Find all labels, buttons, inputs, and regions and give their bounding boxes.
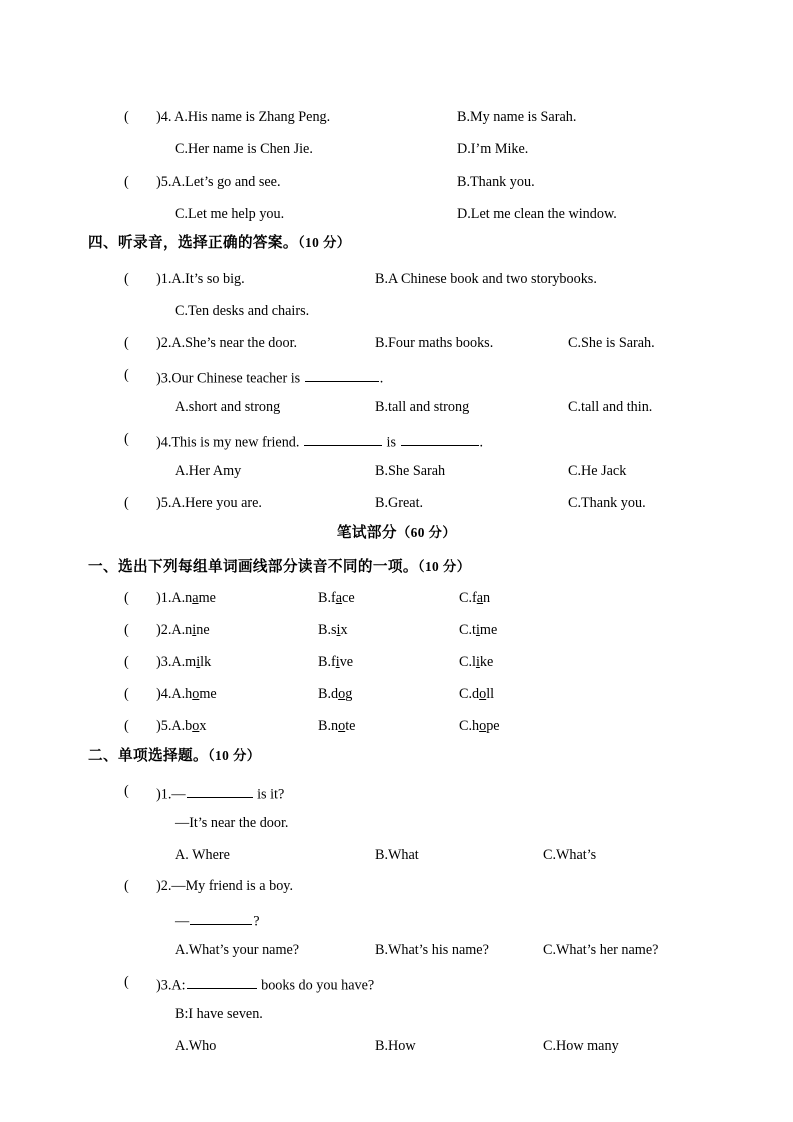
option-a-label: A.n [171, 590, 193, 606]
option-c[interactable]: C.He Jack [568, 463, 627, 479]
stem-text: —My friend is a boy. [171, 878, 294, 894]
option-d[interactable]: D.I’m Mike. [457, 141, 529, 157]
underlined-letter: i [336, 622, 341, 638]
option-b-tail: te [345, 718, 356, 734]
option-c[interactable]: C.How many [543, 1038, 619, 1054]
written-part-title-text: 笔试部分 [336, 524, 397, 541]
item-number: )3. [156, 370, 172, 387]
underlined-letter: i [335, 654, 340, 670]
stem-text-end: is it? [253, 786, 285, 803]
option-a-label: A.h [171, 686, 193, 702]
item-number: )2. [156, 622, 172, 638]
option-c-tail: ll [486, 686, 495, 702]
underlined-letter: o [479, 686, 487, 702]
option-c[interactable]: C.What’s [543, 847, 597, 863]
answer-bracket[interactable]: ( [124, 271, 151, 287]
question-stem [156, 719, 206, 733]
option-b-label: B.s [318, 622, 337, 638]
option-c[interactable]: C.Let me help you. [175, 206, 285, 222]
option-a[interactable] [171, 718, 206, 734]
option-b[interactable] [318, 719, 355, 733]
underlined-letter: a [476, 590, 484, 606]
section-score: （10 分） [417, 559, 471, 574]
stem-text-end: books do you have? [257, 977, 375, 994]
item-number: )5. [156, 718, 172, 734]
fill-blank[interactable] [305, 368, 379, 382]
answer-bracket[interactable]: ( [124, 783, 151, 799]
section-heading-text: 二、单项选择题。 [88, 747, 208, 764]
option-b[interactable] [318, 655, 353, 669]
underlined-letter: i [475, 622, 480, 638]
option-a-label: A.m [171, 654, 197, 670]
item-number: )3. [156, 977, 172, 994]
option-b[interactable]: B.My name is Sarah. [457, 109, 577, 125]
option-a[interactable]: A.Who [175, 1038, 217, 1054]
option-c-tail: ke [479, 654, 494, 670]
item-number: )2. [156, 878, 172, 894]
option-a[interactable]: A.His name is Zhang Peng. [174, 109, 331, 125]
option-c[interactable] [459, 655, 493, 669]
underlined-letter: o [479, 718, 487, 734]
stem-text: This is my new friend. [171, 434, 303, 451]
question-stem [156, 655, 211, 669]
written-part-title [0, 526, 793, 541]
answer-bracket[interactable]: ( [124, 974, 151, 990]
option-c-label: C.d [459, 686, 480, 702]
option-b-label: B.d [318, 686, 339, 702]
option-c-label: C.f [459, 590, 477, 606]
underlined-letter: i [196, 654, 201, 670]
dash: — [175, 913, 190, 930]
option-a[interactable] [171, 622, 209, 638]
fill-blank[interactable] [401, 432, 479, 446]
option-b-label: B.f [318, 590, 336, 606]
item-number: )1. [156, 271, 172, 287]
option-b[interactable]: B.She Sarah [375, 463, 446, 479]
underlined-letter: a [335, 590, 343, 606]
item-number: )1. [156, 786, 172, 803]
item-number: )4. [156, 686, 172, 702]
answer-bracket[interactable]: ( [124, 686, 151, 702]
option-b-tail: x [340, 622, 348, 638]
section-heading-text: 四、听录音，选择正确的答案。 [88, 234, 298, 251]
option-b[interactable]: B.What’s his name? [375, 942, 489, 958]
option-c[interactable] [459, 591, 490, 605]
question-stem [156, 175, 281, 189]
fill-blank[interactable] [187, 975, 257, 989]
answer-bracket[interactable]: ( [124, 335, 151, 351]
option-c[interactable] [459, 719, 500, 733]
option-b[interactable]: B.Four maths books. [375, 335, 494, 351]
written-part-score: （60 分） [396, 525, 457, 540]
section-heading-text: 一、选出下列每组单词画线部分读音不同的一项。 [88, 558, 418, 575]
option-c[interactable]: C.tall and thin. [568, 399, 653, 415]
answer-bracket[interactable]: ( [124, 495, 151, 511]
option-c[interactable] [459, 687, 494, 701]
answer-bracket[interactable]: ( [124, 654, 151, 670]
option-c-tail: pe [486, 718, 500, 734]
option-a[interactable]: A.Let’s go and see. [171, 174, 281, 190]
item-number: )2. [156, 335, 172, 351]
option-b[interactable]: B.A Chinese book and two storybooks. [375, 271, 597, 287]
question-stem [156, 687, 217, 701]
question-stem [156, 975, 374, 993]
item-number: )5. [156, 174, 172, 190]
question-stem [156, 496, 262, 510]
underlined-letter: i [475, 654, 480, 670]
option-c-label: C.l [459, 654, 476, 670]
question-stem [156, 879, 293, 893]
option-b[interactable]: B.Thank you. [457, 174, 535, 190]
option-c[interactable]: C.Her name is Chen Jie. [175, 141, 313, 157]
item-number: )4. [156, 109, 175, 125]
answer-bracket[interactable]: ( [124, 174, 151, 190]
item-number: )1. [156, 590, 172, 606]
fill-blank[interactable] [304, 432, 382, 446]
option-b-label: B.n [318, 718, 339, 734]
question-stem [156, 336, 297, 350]
option-a[interactable] [171, 686, 216, 702]
stem-text: Our Chinese teacher is [171, 370, 304, 387]
answer-bracket[interactable]: ( [124, 367, 151, 383]
option-a[interactable]: A. Where [175, 847, 230, 863]
answer-bracket[interactable]: ( [124, 590, 151, 606]
option-a[interactable]: A.She’s near the door. [171, 335, 298, 351]
option-a-tail: me [199, 686, 217, 702]
option-c[interactable]: C.She is Sarah. [568, 335, 655, 351]
answer-bracket[interactable]: ( [124, 431, 151, 447]
question-reply-blank-line [175, 911, 260, 929]
underlined-letter: o [192, 718, 200, 734]
reply-line: —It’s near the door. [175, 815, 289, 831]
option-b[interactable] [318, 623, 348, 637]
option-c[interactable]: C.What’s her name? [543, 942, 659, 958]
question-stem [156, 272, 245, 286]
option-a[interactable]: A.Here you are. [171, 495, 262, 511]
option-a-label: A.n [171, 622, 193, 638]
stem-text-end: ? [253, 913, 260, 930]
item-number: )3. [156, 654, 172, 670]
option-c-label: C.t [459, 622, 476, 638]
option-b-tail: ve [339, 654, 354, 670]
question-stem [156, 110, 330, 124]
underlined-letter: o [338, 686, 346, 702]
question-stem [156, 432, 483, 450]
option-a[interactable]: A.short and strong [175, 399, 281, 415]
option-a[interactable]: A.Her Amy [175, 463, 242, 479]
option-c-label: C.h [459, 718, 480, 734]
dash: — [171, 786, 186, 803]
option-a-tail: x [199, 718, 207, 734]
fill-blank[interactable] [190, 911, 252, 925]
underlined-letter: i [192, 622, 197, 638]
stem-text-end: . [479, 434, 484, 451]
underlined-letter: o [338, 718, 346, 734]
reply-line: B:I have seven. [175, 1006, 263, 1022]
stem-text-end: . [379, 370, 384, 387]
option-a[interactable]: A.It’s so big. [171, 271, 245, 287]
answer-bracket[interactable]: ( [124, 878, 151, 894]
option-c-tail: n [483, 590, 491, 606]
option-a-tail: ne [196, 622, 210, 638]
question-stem [156, 591, 216, 605]
underlined-letter: o [192, 686, 200, 702]
option-b-tail: g [345, 686, 353, 702]
section-score: （10 分） [297, 235, 351, 250]
item-number: )5. [156, 495, 172, 511]
option-d[interactable]: D.Let me clean the window. [457, 206, 617, 222]
option-c[interactable]: C.Thank you. [568, 495, 646, 511]
option-b[interactable] [318, 687, 352, 701]
option-b-tail: ce [342, 590, 355, 606]
option-b-label: B.f [318, 654, 336, 670]
option-b[interactable] [318, 591, 355, 605]
option-a[interactable] [171, 654, 211, 670]
option-a-tail: me [198, 590, 216, 606]
speaker-a: A: [171, 977, 186, 994]
section-heading-written-1 [88, 560, 471, 575]
section-heading-listening-4 [88, 236, 351, 251]
item-number: )4. [156, 434, 172, 451]
answer-bracket[interactable]: ( [124, 622, 151, 638]
question-stem [156, 623, 210, 637]
question-stem [156, 368, 383, 386]
answer-bracket[interactable]: ( [124, 109, 151, 125]
underlined-letter: a [192, 590, 199, 606]
option-a[interactable]: A.What’s your name? [175, 942, 300, 958]
option-b[interactable]: B.tall and strong [375, 399, 470, 415]
option-b[interactable]: B.What [375, 847, 419, 863]
option-c-tail: me [479, 622, 498, 638]
stem-text-mid: is [382, 434, 400, 451]
option-c[interactable]: C.Ten desks and chairs. [175, 303, 310, 319]
option-a-label: A.b [171, 718, 193, 734]
question-stem [156, 784, 284, 802]
option-a[interactable] [171, 590, 216, 606]
option-b[interactable]: B.Great. [375, 495, 424, 511]
section-score: （10 分） [207, 748, 261, 763]
option-c[interactable] [459, 623, 497, 637]
option-a-tail: lk [200, 654, 212, 670]
section-heading-written-2 [88, 749, 261, 764]
fill-blank[interactable] [187, 784, 253, 798]
answer-bracket[interactable]: ( [124, 718, 151, 734]
option-b[interactable]: B.How [375, 1038, 416, 1054]
